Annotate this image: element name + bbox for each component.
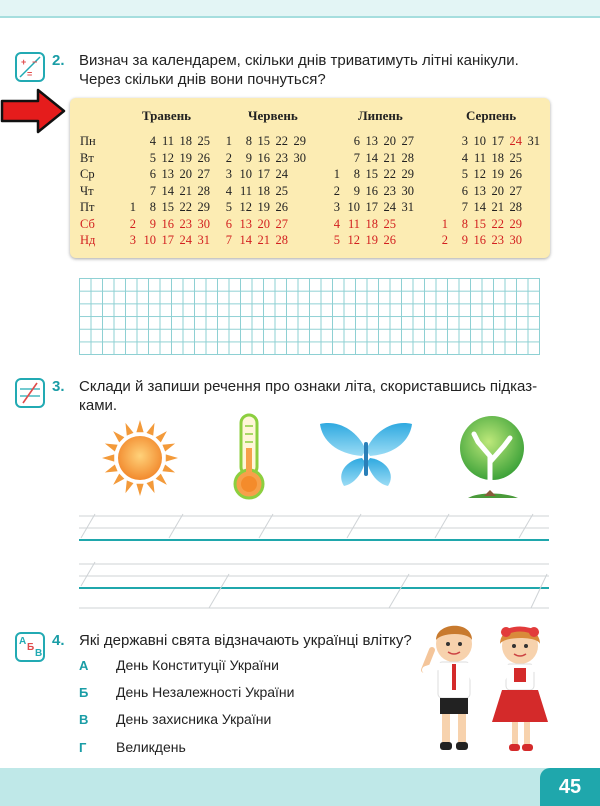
calendar-day: 11 xyxy=(239,183,252,198)
calendar-day: 14 xyxy=(365,150,378,165)
slash-lines-icon xyxy=(15,378,45,408)
weekday-label: Нд xyxy=(80,233,96,247)
calendar-day: 28 xyxy=(401,150,414,165)
calendar-day: 27 xyxy=(275,216,288,231)
icon-letter-b: Б xyxy=(27,642,35,653)
option-a-text[interactable]: День Конституції України xyxy=(116,657,279,673)
option-b-letter[interactable]: Б xyxy=(79,685,89,700)
children-in-vyshyvanka-illustration xyxy=(418,610,568,760)
calendar-day: 3 xyxy=(225,167,232,181)
calendar-day: 1 xyxy=(129,200,136,214)
plus-minus-equals-icon xyxy=(15,52,45,82)
calendar-day: 19 xyxy=(257,200,270,214)
month-header-1: Червень xyxy=(248,108,298,123)
calendar-day: 8 xyxy=(461,216,468,231)
calendar-day: 15 xyxy=(473,216,486,231)
calendar-day: 20 xyxy=(179,167,192,181)
abv-letters-icon xyxy=(15,632,45,662)
calendar-day: 9 xyxy=(245,150,252,165)
calendar-row xyxy=(70,200,550,216)
calendar-day: 12 xyxy=(473,167,486,181)
option-v-text[interactable]: День захисника України xyxy=(116,711,272,727)
task3-line1: Склади й запиши речення про ознаки літа, скориставшись підказ- xyxy=(79,378,538,395)
calendar-day: 20 xyxy=(383,134,396,148)
calendar-day: 29 xyxy=(197,200,210,214)
calendar-day: 18 xyxy=(179,134,192,148)
thermometer-icon xyxy=(225,412,273,502)
calendar-day: 27 xyxy=(197,167,210,181)
calendar-day: 16 xyxy=(365,183,378,198)
calendar-day: 13 xyxy=(365,134,378,148)
calendar-day: 17 xyxy=(257,167,270,181)
calendar-day: 16 xyxy=(161,216,174,231)
calendar-day: 25 xyxy=(509,150,522,165)
answer-grid[interactable] xyxy=(79,278,540,355)
calendar-day: 5 xyxy=(461,167,468,181)
calendar-day: 26 xyxy=(197,150,210,165)
task4-question: Які державні свята відзначають українці влітку? xyxy=(79,632,412,649)
calendar-day: 29 xyxy=(293,134,306,148)
calendar-day: 26 xyxy=(275,200,288,214)
calendar-day: 9 xyxy=(149,216,156,231)
calendar-day: 23 xyxy=(491,233,504,247)
svg-text:=: = xyxy=(27,69,33,79)
calendar-day: 29 xyxy=(401,167,414,181)
bottom-band xyxy=(0,768,600,806)
calendar-day: 22 xyxy=(179,200,192,214)
task4-number: 4. xyxy=(52,632,65,649)
calendar-day: 27 xyxy=(401,134,414,148)
calendar-day: 25 xyxy=(275,183,288,198)
calendar-row xyxy=(70,167,550,183)
calendar-day: 7 xyxy=(353,150,360,165)
butterfly-icon xyxy=(316,420,416,492)
calendar-day: 6 xyxy=(461,183,468,198)
calendar-day: 5 xyxy=(225,200,232,214)
calendar-day: 10 xyxy=(473,134,486,148)
calendar-day: 2 xyxy=(129,216,136,231)
calendar-day: 9 xyxy=(461,233,468,247)
calendar-day: 19 xyxy=(491,167,504,181)
calendar-day: 8 xyxy=(353,167,360,181)
calendar-day: 23 xyxy=(383,183,396,198)
calendar-row xyxy=(70,217,550,233)
calendar-day: 14 xyxy=(239,233,252,247)
calendar-day: 28 xyxy=(275,233,288,247)
calendar-day: 30 xyxy=(401,183,414,198)
icon-letter-a: А xyxy=(19,636,27,647)
calendar-day: 10 xyxy=(347,200,360,214)
icon-letter-v: В xyxy=(35,648,43,659)
red-arrow-icon xyxy=(0,88,68,134)
option-g-text[interactable]: Великдень xyxy=(116,739,186,755)
calendar-day: 12 xyxy=(161,150,174,165)
option-v-letter[interactable]: В xyxy=(79,712,89,727)
svg-text:−: − xyxy=(32,57,38,67)
calendar-day: 31 xyxy=(401,200,414,214)
option-b-text[interactable]: День Незалежності України xyxy=(116,684,295,700)
calendar-day: 4 xyxy=(225,183,232,198)
calendar-row xyxy=(70,151,550,167)
calendar-day: 2 xyxy=(441,233,448,247)
task3-number: 3. xyxy=(52,378,65,395)
calendar-day: 15 xyxy=(257,134,270,148)
calendar-day: 15 xyxy=(161,200,174,214)
calendar-day: 16 xyxy=(473,233,486,247)
svg-text:+: + xyxy=(21,57,27,67)
calendar-day: 7 xyxy=(149,183,156,198)
calendar-day: 19 xyxy=(179,150,192,165)
calendar-day: 2 xyxy=(333,183,340,198)
calendar-day: 22 xyxy=(383,167,396,181)
calendar-day: 26 xyxy=(509,167,522,181)
calendar-day: 24 xyxy=(275,167,288,181)
calendar-row xyxy=(70,184,550,200)
calendar-day: 20 xyxy=(257,216,270,231)
calendar-day: 18 xyxy=(491,150,504,165)
calendar-day: 31 xyxy=(197,233,210,247)
weekday-label: Сб xyxy=(80,216,95,231)
calendar-day: 6 xyxy=(149,167,156,181)
calendar-day: 2 xyxy=(225,150,232,165)
calendar-day: 5 xyxy=(333,233,340,247)
sun-icon xyxy=(100,418,180,498)
calendar-day: 30 xyxy=(197,216,210,231)
calendar-day: 3 xyxy=(333,200,340,214)
option-g-letter[interactable]: Г xyxy=(79,740,87,755)
calendar-day: 7 xyxy=(461,200,468,214)
tree-icon xyxy=(454,410,534,502)
calendar-day: 24 xyxy=(179,233,192,247)
calendar-day: 8 xyxy=(245,134,252,148)
calendar-day: 29 xyxy=(509,216,522,231)
calendar-row xyxy=(70,134,550,150)
calendar-day: 6 xyxy=(353,134,360,148)
weekday-label: Ср xyxy=(80,167,95,181)
month-header-2: Липень xyxy=(358,108,403,123)
calendar-day: 27 xyxy=(509,183,522,198)
weekday-label: Чт xyxy=(80,183,94,198)
task2-line2: Через скільки днів вони почнуться? xyxy=(79,71,326,88)
calendar-day: 13 xyxy=(161,167,174,181)
calendar-day: 17 xyxy=(365,200,378,214)
calendar-day: 21 xyxy=(383,150,396,165)
month-header-3: Серпень xyxy=(466,108,517,123)
calendar-day: 14 xyxy=(473,200,486,214)
calendar-day: 23 xyxy=(179,216,192,231)
calendar-day: 4 xyxy=(333,216,340,231)
calendar-day: 28 xyxy=(509,200,522,214)
calendar-day: 12 xyxy=(347,233,360,247)
task3-line2: ками. xyxy=(79,397,118,414)
calendar-row xyxy=(70,233,550,249)
calendar-day: 21 xyxy=(491,200,504,214)
calendar-day: 11 xyxy=(347,216,360,231)
calendar-day: 13 xyxy=(239,216,252,231)
summer-calendar xyxy=(70,98,550,258)
top-band xyxy=(0,0,600,18)
calendar-day: 21 xyxy=(179,183,192,198)
calendar-day: 21 xyxy=(257,233,270,247)
calendar-day: 24 xyxy=(509,134,522,148)
calendar-day: 11 xyxy=(473,150,486,165)
calendar-day: 12 xyxy=(239,200,252,214)
weekday-label: Пт xyxy=(80,200,95,214)
calendar-day: 25 xyxy=(383,216,396,231)
calendar-day: 22 xyxy=(275,134,288,148)
calendar-day: 13 xyxy=(473,183,486,198)
calendar-day: 17 xyxy=(491,134,504,148)
writing-lines[interactable] xyxy=(79,512,549,610)
weekday-label: Вт xyxy=(80,150,94,165)
calendar-day: 5 xyxy=(149,150,156,165)
calendar-day: 9 xyxy=(353,183,360,198)
task2-number: 2. xyxy=(52,52,65,69)
calendar-day: 26 xyxy=(383,233,396,247)
calendar-day: 4 xyxy=(149,134,156,148)
calendar-day: 15 xyxy=(365,167,378,181)
calendar-day: 30 xyxy=(293,150,306,165)
calendar-day: 7 xyxy=(225,233,232,247)
calendar-day: 17 xyxy=(161,233,174,247)
calendar-day: 10 xyxy=(143,233,156,247)
calendar-day: 18 xyxy=(365,216,378,231)
calendar-day: 25 xyxy=(197,134,210,148)
calendar-day: 8 xyxy=(149,200,156,214)
calendar-day: 14 xyxy=(161,183,174,198)
calendar-day: 3 xyxy=(129,233,136,247)
calendar-day: 10 xyxy=(239,167,252,181)
task2-line1: Визнач за календарем, скільки днів триватимуть літні канікули. xyxy=(79,52,519,69)
calendar-day: 19 xyxy=(365,233,378,247)
calendar-day: 22 xyxy=(491,216,504,231)
calendar-day: 28 xyxy=(197,183,210,198)
calendar-day: 24 xyxy=(383,200,396,214)
page-number: 45 xyxy=(540,768,600,806)
calendar-day: 3 xyxy=(461,134,468,148)
calendar-day: 1 xyxy=(225,134,232,148)
calendar-day: 31 xyxy=(527,134,540,148)
weekday-label: Пн xyxy=(80,134,96,148)
option-a-letter[interactable]: А xyxy=(79,658,89,673)
calendar-day: 30 xyxy=(509,233,522,247)
calendar-day: 11 xyxy=(161,134,174,148)
calendar-day: 18 xyxy=(257,183,270,198)
month-header-0: Травень xyxy=(142,108,192,123)
calendar-day: 20 xyxy=(491,183,504,198)
calendar-day: 4 xyxy=(461,150,468,165)
calendar-day: 16 xyxy=(257,150,270,165)
calendar-day: 1 xyxy=(333,167,340,181)
calendar-day: 23 xyxy=(275,150,288,165)
calendar-day: 6 xyxy=(225,216,232,231)
calendar-day: 1 xyxy=(441,216,448,231)
